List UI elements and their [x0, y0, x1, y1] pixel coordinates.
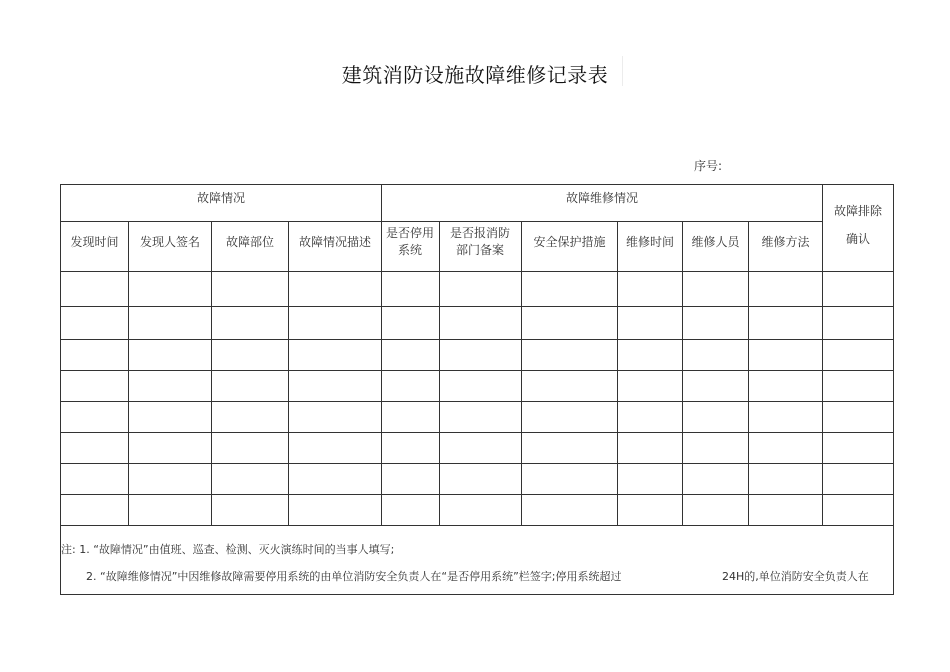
note-line-1: 注: 1. “故障情况”由值班、巡查、检测、灭火演练时间的当事人填写;: [61, 543, 395, 556]
serial-number-label: 序号:: [694, 159, 723, 173]
col-header-system-shutdown: 是否停用系统: [385, 226, 434, 257]
col-header-fault-description: 故障情况描述: [298, 234, 371, 249]
col-header-fire-dept-filing: 是否报消防部门备案: [449, 226, 510, 257]
col-header-discoverer-signature: 发现人签名: [139, 234, 200, 249]
group-header-confirm: 故障排除确认: [833, 204, 882, 246]
col-header-discovery-time: 发现时间: [70, 234, 119, 249]
col-header-repair-time: 维修时间: [625, 234, 674, 249]
group-header-fault-status: 故障情况: [196, 191, 245, 205]
col-header-repair-method: 维修方法: [761, 234, 810, 249]
note-line-2-tail: 24H的,单位消防安全负责人在: [722, 570, 869, 583]
note-line-2: 2. “故障维修情况”中因维修故障需要停用系统的由单位消防安全负责人在“是否停用系统”栏签字;停用系统超过: [86, 570, 622, 583]
col-header-repair-staff: 维修人员: [691, 234, 740, 249]
form-title: 建筑消防设施故障维修记录表: [341, 63, 609, 87]
col-header-fault-location: 故障部位: [225, 234, 274, 249]
col-header-safety-measures: 安全保护措施: [533, 234, 606, 249]
group-header-repair-status: 故障维修情况: [565, 191, 638, 205]
